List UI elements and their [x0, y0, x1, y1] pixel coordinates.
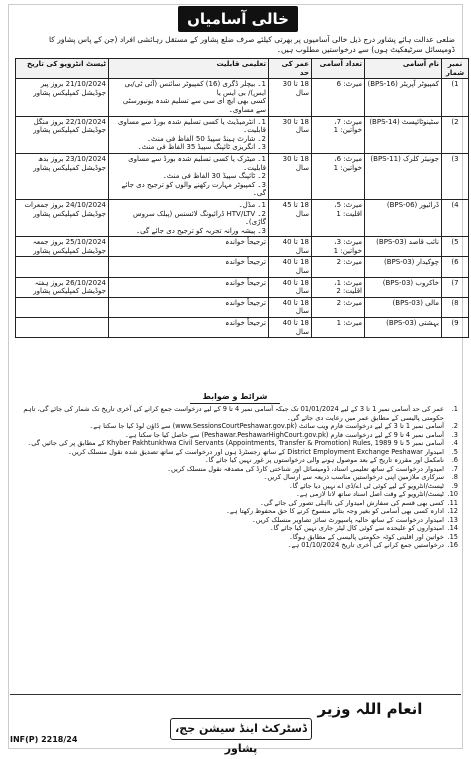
term-number: 15.: [447, 532, 458, 541]
term-text: ادارہ کسی بھی آسامی کو بغیر وجہ بتائے منسوخ کرنے کا حق محفوظ رکھتا ہے۔: [226, 507, 444, 515]
test-date: [16, 79, 109, 116]
term-number: 14.: [447, 524, 458, 532]
page-title: خالی آسامیاں: [178, 6, 298, 32]
qualification: [109, 116, 269, 153]
term-item: [18, 456, 458, 465]
term-item: [18, 507, 458, 516]
qualification-line: 2۔ HTV/LTV ڈرائیونگ لائسنس (پبلک سروس گاڑی)۔: [133, 209, 266, 227]
qualification-line: 2۔ ٹائپنگ سپیڈ 30 الفاظ فی منٹ۔: [162, 172, 266, 181]
intro-text: ضلعی عدالت ہائے پشاور درج ذیل خالی آسامیوں پر بھرتی کیلئے صرف ضلع پشاور کے مستقل رہائشی افراد (جن کے پاس پشاور کا ڈومیسائل سرٹیفکیٹ ہوں) سے درخواستیں مطلوب ہیں۔: [48, 35, 455, 54]
footer-reference: INF(P) 2218/24: [10, 735, 78, 744]
header-age: عمر کی حد: [269, 59, 312, 79]
term-item: [18, 422, 458, 431]
test-date-line: 25/10/2024 بروز جمعہ: [32, 238, 106, 247]
qualification-line: 1۔ میٹرک یا کسی تسلیم شدہ بورڈ سے مساوی قابلیت۔: [128, 154, 266, 172]
footer-divider: [10, 694, 461, 695]
term-text: ٹیسٹ/انٹرویو کے لیے کوئی ٹی اے/ڈی اے نہیں دیا جائے گا۔: [288, 481, 444, 490]
term-number: 5.: [451, 447, 458, 456]
header-test-date: ٹیسٹ انٹرویو کی تاریخ: [16, 59, 109, 79]
table-row: [16, 153, 469, 199]
age-limit: 18 تا 30 سال: [269, 116, 312, 153]
term-item: [18, 405, 458, 422]
test-date-line: 22/10/2024 بروز منگل: [33, 117, 106, 126]
header-post: نام آسامی: [365, 59, 442, 79]
row-number: 2): [442, 116, 469, 153]
test-date: [16, 297, 109, 317]
qualification-line: 1۔ بیچلر ڈگری (16) کمپیوٹر سائنس (آئی ٹی/بی ایس)/ بی ایس یا: [124, 80, 266, 97]
qualification: [109, 237, 269, 257]
post-name: مالی (BPS-03): [365, 297, 442, 317]
term-text: نامکمل اور مقررہ تاریخ کے بعد موصول ہونے والی درخواستوں پر غور نہیں کیا جائے گا۔: [204, 456, 444, 464]
term-text: ٹیسٹ/انٹرویو کے وقت اصل اسناد ساتھ لانا لازمی ہے۔: [295, 490, 444, 498]
test-date: [16, 257, 109, 277]
test-date: [16, 318, 109, 338]
age-limit: 18 تا 40 سال: [269, 318, 312, 338]
term-text: آسامی نمبر 5 تا 9 Khyber Pakhtunkhwa Civil Servants (Appointments, Transfer & Promotion) Rules, 1989 کے مطابق پر کی جائیں گی۔: [27, 439, 444, 447]
test-date: [16, 116, 109, 153]
post-name: کمپیوٹر آپریٹر (BPS-16): [365, 79, 442, 116]
term-item: [18, 524, 458, 533]
qualification-line: 2۔ شارٹ ہینڈ سپیڈ 50 الفاظ فی منٹ۔: [146, 134, 266, 143]
seat-count: میرٹ: 6: [312, 79, 365, 116]
term-text: خواتین اور اقلیتی کوٹہ حکومتی پالیسی کے مطابق ہوگا۔: [289, 532, 444, 541]
term-number: 11.: [447, 498, 458, 507]
term-text: عمر کی حد آسامی نمبر 1 تا 3 کے لیے 01/01/2024 تک جبکہ آسامی نمبر 4 تا 9 کے لیے درخواست جمع کرانے کی آخری تاریخ تک شمار کی جائے گی، تاہم حکومتی پالیسی کے مطابق عمر میں رعایت دی جائے گی۔: [23, 405, 444, 422]
qualification-line: ترجیحاً خواندہ: [225, 278, 266, 287]
term-number: 2.: [451, 422, 458, 430]
qualification-line: 3۔ انگریزی ٹائپنگ سپیڈ 35 الفاظ فی منٹ۔: [137, 143, 266, 152]
seat-count: میرٹ: 1: [312, 318, 365, 338]
qualification: [109, 199, 269, 236]
term-number: 6.: [451, 456, 458, 464]
qualification: [109, 318, 269, 338]
seat-count: میرٹ: 5، اقلیت: 1: [312, 199, 365, 236]
table-row: [16, 297, 469, 317]
term-item: [18, 439, 458, 448]
test-date-line: 26/10/2024 بروز ہفتہ: [34, 278, 106, 287]
term-text: امیدوار درخواست کے ساتھ تعلیمی اسناد، ڈومیسائل اور شناختی کارڈ کی مصدقہ نقول منسلک کریں۔: [167, 464, 444, 473]
qualification-line: ترجیحاً خواندہ: [225, 319, 266, 328]
term-text: امیدوار درخواست کے ساتھ حالیہ پاسپورٹ سائز تصاویر منسلک کریں۔: [251, 515, 444, 524]
terms-heading: شرائط و ضوابط: [190, 392, 280, 404]
term-number: 13.: [447, 515, 458, 524]
seat-count: میرٹ: 7، خواتین: 1: [312, 116, 365, 153]
term-item: [18, 465, 458, 474]
test-date-line: جوڈیشل کمپلیکس پشاور: [33, 88, 106, 97]
qualification-line: 3۔ پیشہ ورانہ تجربہ کو ترجیح دی جائے گی۔: [135, 226, 266, 235]
table-row: [16, 116, 469, 153]
table-header-row: [16, 59, 469, 79]
table-row: [16, 318, 469, 338]
age-limit: 18 تا 40 سال: [269, 237, 312, 257]
age-limit: 18 تا 40 سال: [269, 297, 312, 317]
age-limit: 18 تا 40 سال: [269, 277, 312, 297]
qualification: [109, 257, 269, 277]
age-limit: 18 تا 45 سال: [269, 199, 312, 236]
vacancies-table: [15, 58, 469, 338]
test-date: [16, 237, 109, 257]
term-text: امیدواروں کو علیحدہ سے کوئی کال لیٹر جاری نہیں کیا جائے گا۔: [269, 524, 444, 532]
row-number: 4): [442, 199, 469, 236]
qualification: [109, 153, 269, 199]
seat-count: میرٹ: 2: [312, 257, 365, 277]
table-row: [16, 237, 469, 257]
table-row: [16, 277, 469, 297]
term-number: 8.: [451, 473, 458, 481]
term-number: 12.: [447, 507, 458, 515]
test-date-line: جوڈیشل کمپلیکس پشاور: [33, 246, 106, 255]
post-name: خاکروب (BPS-03): [365, 277, 442, 297]
qualification-line: 3۔ کمپیوٹر مہارت رکھنے والوں کو ترجیح دی جائے گی۔: [121, 180, 266, 198]
table-row: [16, 79, 469, 116]
table-row: [16, 199, 469, 236]
term-text: آسامی نمبر 1 تا 3 کے لیے درخواست فارم ویب سائٹ (www.SessionsCourtPeshawar.gov.pk) سے ڈاؤن لوڈ کیا جا سکتا ہے۔: [89, 422, 444, 430]
row-number: 6): [442, 257, 469, 277]
row-number: 1): [442, 79, 469, 116]
test-date-line: جوڈیشل کمپلیکس پشاور: [33, 209, 106, 218]
row-number: 3): [442, 153, 469, 199]
qualification-line: ترجیحاً خواندہ: [225, 298, 266, 307]
signature-title: ڈسٹرکٹ اینڈ سیشن جج، پشاور: [170, 718, 312, 740]
qualification-line: کسی بھی ایچ ای سی سے تسلیم شدہ یونیورسٹی سے مساوی۔: [122, 97, 266, 114]
qualification: [109, 297, 269, 317]
post-name: نائب قاصد (BPS-03): [365, 237, 442, 257]
term-number: 16.: [447, 541, 458, 549]
term-text: درخواستیں جمع کرانے کی آخری تاریخ 01/10/2024 ہے۔: [287, 541, 444, 549]
term-item: [18, 482, 458, 491]
term-item: [18, 533, 458, 542]
vacancies-table-body: [16, 79, 469, 338]
test-date: [16, 199, 109, 236]
post-name: جونیئر کلرک (BPS-11): [365, 153, 442, 199]
term-text: کسی بھی قسم کی سفارش امیدوار کی نااہلی تصور کی جائے گی۔: [259, 498, 444, 507]
qualification-line: ترجیحاً خواندہ: [225, 258, 266, 267]
post-name: ڈرائیور (BPS-06): [365, 199, 442, 236]
term-number: 7.: [451, 464, 458, 473]
test-date-line: جوڈیشل کمپلیکس پشاور: [33, 126, 106, 135]
test-date: [16, 277, 109, 297]
post-name: بہشتی (BPS-03): [365, 318, 442, 338]
title-banner: [178, 6, 298, 32]
term-number: 9.: [451, 481, 458, 490]
qualification-line: ترجیحاً خواندہ: [225, 238, 266, 247]
term-number: 10.: [447, 490, 458, 498]
term-item: [18, 448, 458, 457]
header-qualification: تعلیمی قابلیت: [109, 59, 269, 79]
test-date-line: 21/10/2024 بروز پیر: [40, 80, 106, 89]
term-item: [18, 473, 458, 482]
age-limit: 18 تا 40 سال: [269, 257, 312, 277]
row-number: 5): [442, 237, 469, 257]
seat-count: میرٹ: 6، خواتین: 1: [312, 153, 365, 199]
row-number: 8): [442, 297, 469, 317]
term-item: [18, 541, 458, 550]
row-number: 7): [442, 277, 469, 297]
term-text: آسامی نمبر 4 تا 9 کے لیے درخواست فارم (Peshawar.PeshawarHighCourt.gov.pk) سے حاصل کیا جا سکتا ہے۔: [124, 430, 444, 439]
term-item: [18, 499, 458, 508]
qualification-line: 1۔ مڈل۔: [238, 200, 266, 209]
test-date-line: 24/10/2024 بروز جمعرات: [24, 200, 106, 209]
table-row: [16, 257, 469, 277]
term-item: [18, 431, 458, 440]
signature-name: انعام اللہ وزیر: [317, 700, 423, 718]
term-text: امیدوار District Employment Exchange Peshawar کے ساتھ رجسٹرڈ ہوں اور درخواست کے ساتھ تصدیق شدہ نقول منسلک کریں۔: [67, 447, 444, 456]
term-number: 4.: [451, 439, 458, 447]
age-limit: 18 تا 30 سال: [269, 153, 312, 199]
test-date: [16, 153, 109, 199]
header-no: نمبر شمار: [442, 59, 469, 79]
qualification: [109, 277, 269, 297]
term-text: سرکاری ملازمین اپنی درخواستیں مناسب ذریعہ سے ارسال کریں۔: [263, 473, 444, 481]
qualification: [109, 79, 269, 116]
row-number: 9): [442, 318, 469, 338]
test-date-line: جوڈیشل کمپلیکس پشاور: [33, 163, 106, 172]
post-name: چوکیدار (BPS-03): [365, 257, 442, 277]
term-number: 1.: [451, 405, 458, 413]
seat-count: میرٹ: 3، خواتین: 1: [312, 237, 365, 257]
terms-list: [18, 405, 458, 550]
term-item: [18, 516, 458, 525]
seat-count: میرٹ: 1، اقلیت: 2: [312, 277, 365, 297]
test-date-line: جوڈیشل کمپلیکس پشاور: [33, 287, 106, 296]
header-seats: تعداد آسامی: [312, 59, 365, 79]
test-date-line: 23/10/2024 بروز بدھ: [38, 154, 106, 163]
age-limit: 18 تا 30 سال: [269, 79, 312, 116]
term-item: [18, 490, 458, 499]
term-number: 3.: [451, 430, 458, 439]
post-name: سٹینوٹائپسٹ (BPS-14): [365, 116, 442, 153]
qualification-line: 1۔ انٹرمیڈیٹ یا کسی تسلیم شدہ بورڈ سے مساوی قابلیت۔: [117, 117, 266, 135]
seat-count: میرٹ: 2: [312, 297, 365, 317]
